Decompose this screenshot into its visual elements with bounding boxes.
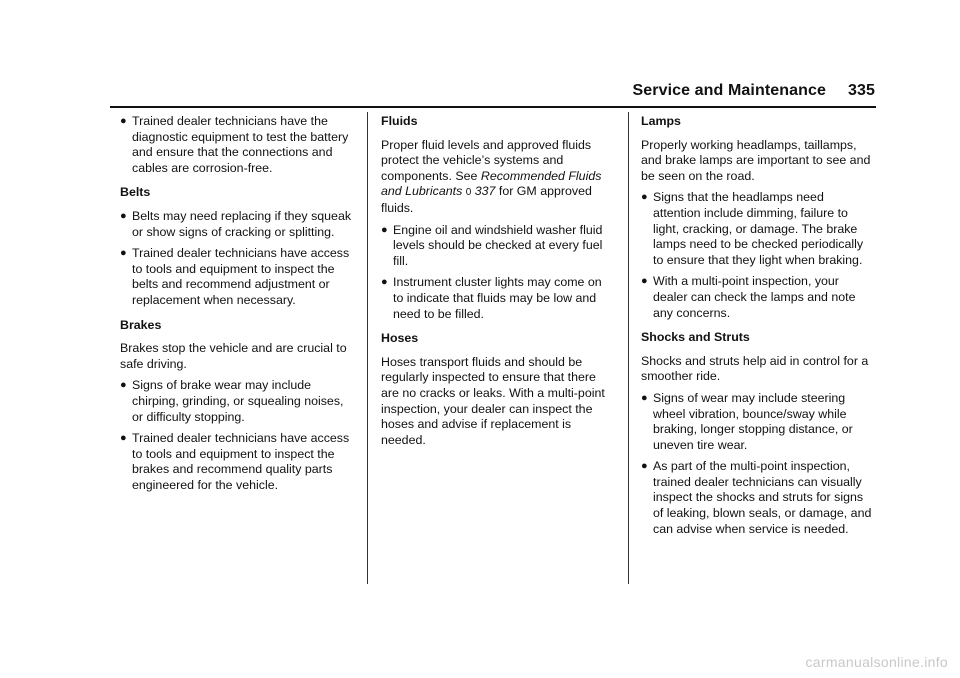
section-heading-lamps: Lamps: [641, 114, 681, 128]
bullet-icon: ●: [120, 379, 127, 392]
list-item: ● Trained dealer technicians have the diagnostic equipment to test the battery and ensure that the connections and cables are corrosion-free.: [120, 114, 349, 175]
list-item: ● As part of the multi-point inspection, trained dealer technicians can visually inspect the shocks and struts for signs of leaking, blown seals, or damage, and can advise when service is needed.: [641, 459, 872, 536]
watermark: carmanualsonline.info: [805, 654, 948, 670]
column-divider: [628, 112, 629, 584]
bullet-icon: ●: [381, 223, 388, 236]
bullet-icon: ●: [120, 115, 127, 127]
bullet-icon: ●: [641, 391, 648, 404]
section-heading-fluids: Fluids: [381, 114, 418, 128]
bullet-icon: ●: [120, 247, 127, 260]
fluids-intro: Proper fluid levels and approved fluids protect the vehicle’s systems and components. See Recommended Fluids and Lubricants 0 337 for GM approved fluids.: [381, 137, 602, 215]
section-heading-brakes: Brakes: [120, 317, 162, 332]
page-number: 335: [848, 82, 875, 99]
section-title: Service and Maintenance: [632, 82, 826, 99]
section-heading-shocks: Shocks and Struts: [641, 330, 750, 345]
page-ref-link[interactable]: 337: [474, 184, 496, 199]
section-heading-belts: Belts: [120, 185, 151, 200]
list-item: ● Trained dealer technicians have access to tools and equipment to inspect the brakes and recommend quality parts engineered for the vehicle.: [120, 431, 350, 492]
brakes-intro: Brakes stop the vehicle and are crucial to safe driving.: [120, 341, 347, 371]
lamps-intro: Properly working headlamps, taillamps, and brake lamps are important to see and be seen on the road.: [641, 137, 871, 183]
bullet-icon: ●: [641, 191, 648, 204]
list-item: ● Signs of brake wear may include chirping, grinding, or squealing noises, or difficulty stopping.: [120, 378, 344, 424]
page-ref-icon: 0: [465, 187, 472, 199]
list-item: ● Instrument cluster lights may come on to indicate that fluids may be low and need to be filled.: [381, 275, 602, 321]
fluids-lubricants-link[interactable]: Recommended Fluids and Lubricants: [381, 168, 602, 199]
column-3: [641, 108, 874, 543]
bullet-icon: ●: [641, 460, 648, 473]
bullet-icon: ●: [381, 276, 388, 289]
bullet-icon: ●: [641, 275, 648, 288]
list-item: ● Trained dealer technicians have access to tools and equipment to inspect the belts and recommend adjustment or replacement when necessary.: [120, 246, 350, 307]
list-item: ● Engine oil and windshield washer fluid levels should be checked at every fuel fill.: [381, 222, 603, 268]
bullet-icon: ●: [120, 209, 127, 222]
list-item: ● Signs of wear may include steering wheel vibration, bounce/sway while braking, longer stopping distance, or uneven tire wear.: [641, 390, 853, 452]
column-divider: [367, 112, 368, 584]
list-item: ● With a multi-point inspection, your dealer can check the lamps and note any concerns.: [641, 274, 856, 320]
column-2: [381, 108, 614, 454]
hoses-body: Hoses transport fluids and should be regularly inspected to ensure that there are no cracks or leaks. With a multi-point inspection, your dealer can inspect the hoses and advise if replacement is needed.: [381, 354, 605, 447]
section-heading-hoses: Hoses: [381, 331, 419, 346]
column-1: [120, 108, 353, 499]
page-header: [633, 82, 876, 100]
bullet-icon: ●: [120, 432, 127, 445]
list-item: ● Belts may need replacing if they squeak or show signs of cracking or splitting.: [120, 208, 352, 239]
list-item: ● Signs that the headlamps need attention include dimming, failure to light, cracking, or damage. The brake lamps need to be checked periodically to ensure that they light when braking.: [641, 190, 864, 267]
shocks-intro: Shocks and struts help aid in control for a smoother ride.: [641, 353, 869, 384]
